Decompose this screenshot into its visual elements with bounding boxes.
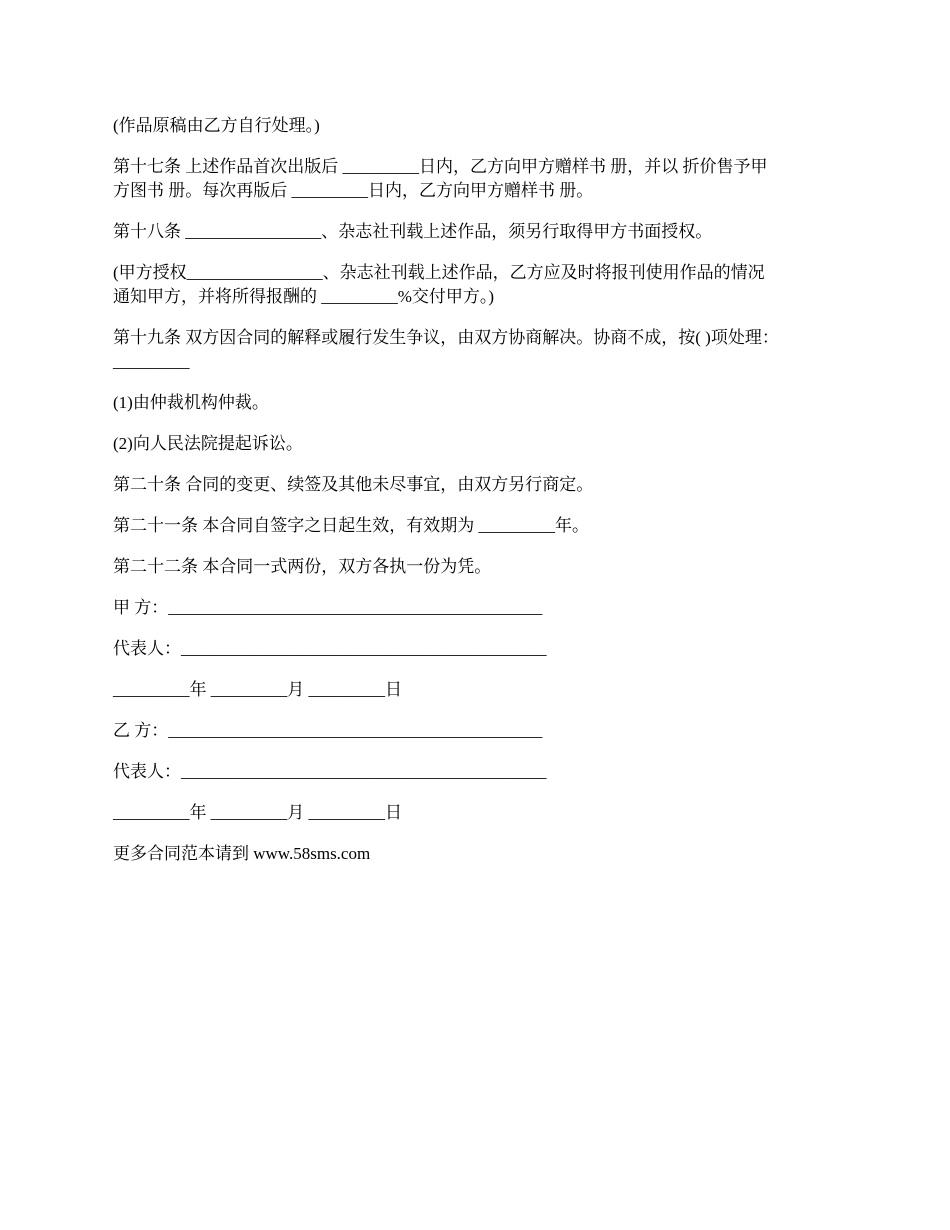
paragraph-article-21: 第二十一条 本合同自签字之日起生效，有效期为 _________年。 [113,516,589,535]
signature-representative-b: 代表人：___________________________________________ [113,762,547,781]
document-page [113,114,843,883]
paragraph-article-18: 第十八条 ________________、杂志社刊载上述作品，须另行取得甲方书面授权。 [113,222,713,241]
signature-date-b: _________年 _________月 _________日 [113,803,402,822]
paragraph-option-arbitration: (1)由仲裁机构仲裁。 [113,393,269,412]
signature-party-b: 乙 方：____________________________________________ [113,721,543,740]
paragraph-article-20: 第二十条 合同的变更、续签及其他未尽事宜，由双方另行商定。 [113,475,594,494]
paragraph-original-manuscript: (作品原稿由乙方自行处理。) [113,116,320,135]
paragraph-authorization-note: (甲方授权________________、杂志社刊载上述作品，乙方应及时将报刊使用作品的情况 通知甲方，并将所得报酬的 _________%交付甲方。) [113,263,765,306]
signature-representative-a: 代表人：___________________________________________ [113,639,547,658]
footer-more-templates: 更多合同范本请到 www.58sms.com [113,844,371,863]
paragraph-option-litigation: (2)向人民法院提起诉讼。 [113,434,303,453]
signature-party-a: 甲 方：____________________________________________ [113,598,543,617]
paragraph-article-22: 第二十二条 本合同一式两份，双方各执一份为凭。 [113,557,492,576]
signature-date-a: _________年 _________月 _________日 [113,680,402,699]
paragraph-article-19: 第十九条 双方因合同的解释或履行发生争议，由双方协商解决。协商不成，按( )项处理： _________ [113,328,779,371]
paragraph-article-17: 第十七条 上述作品首次出版后 _________日内，乙方向甲方赠样书 册，并以 折价售予甲 方图书 册。每次再版后 _________日内，乙方向甲方赠样书 册。 [113,157,768,200]
